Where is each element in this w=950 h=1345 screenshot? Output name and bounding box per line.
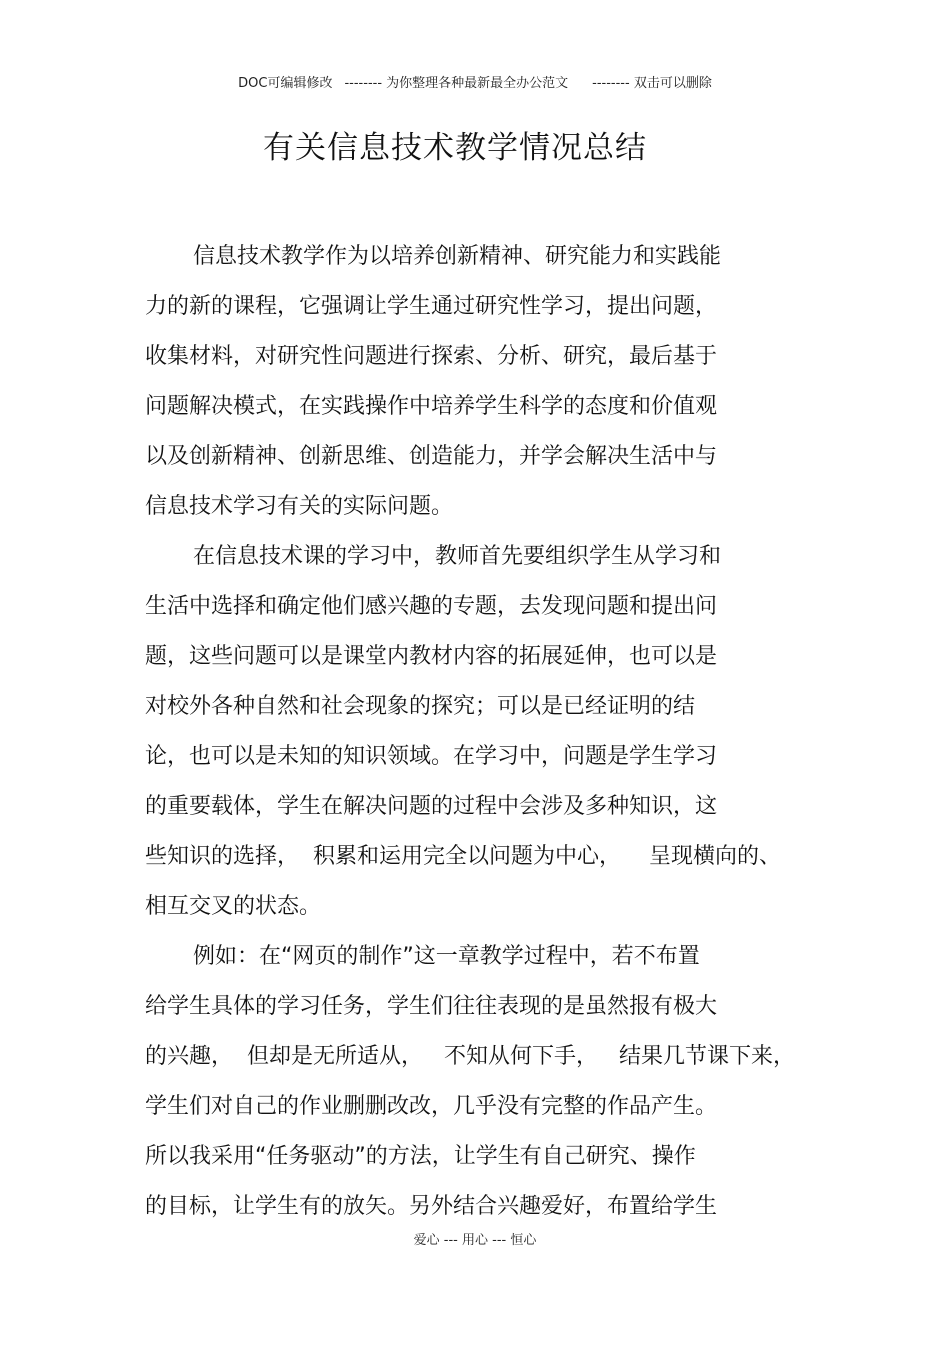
text-line: 对校外各种自然和社会现象的探究；可以是已经证明的结 (145, 694, 696, 719)
text-line: 例如：在“网页的制作”这一章教学过程中，若不布置 (193, 944, 700, 969)
text-line: 题，这些问题可以是课堂内教材内容的拓展延伸，也可以是 (145, 644, 718, 669)
text-line: 给学生具体的学习任务，学生们往往表现的是虽然报有极大 (145, 994, 718, 1019)
text-line: 所以我采用“任务驱动”的方法，让学生有自己研究、操作 (145, 1144, 696, 1169)
text-line: 收集材料，对研究性问题进行探索、分析、研究，最后基于 (145, 344, 718, 369)
text-line: 信息技术教学作为以培养创新精神、研究能力和实践能 (193, 244, 722, 269)
text-line: 以及创新精神、创新思维、创造能力，并学会解决生活中与 (145, 444, 718, 469)
text-line: 论，也可以是未知的知识领域。在学习中，问题是学生学习 (145, 744, 718, 769)
text-line: 生活中选择和确定他们感兴趣的专题，去发现问题和提出问 (145, 594, 718, 619)
text-line: 学生们对自己的作业删删改改，几乎没有完整的作品产生。 (145, 1094, 718, 1119)
text-line: 问题解决模式，在实践操作中培养学生科学的态度和价值观 (145, 394, 718, 419)
page-header (0, 72, 950, 91)
header-middle-text: -------- 为你整理各种最新最全办公范文 (344, 76, 569, 91)
text-line: 相互交叉的状态。 (145, 894, 322, 919)
document-title: 有关信息技术教学情况总结 (263, 130, 647, 166)
header-left-text: DOC可编辑修改 (238, 76, 333, 91)
document-body (145, 238, 795, 1238)
text-line: 在信息技术课的学习中，教师首先要组织学生从学习和 (193, 544, 722, 569)
text-line: 些知识的选择， 积累和运用完全以问题为中心， 呈现横向的、 (145, 844, 781, 869)
text-line: 的兴趣， 但却是无所适从， 不知从何下手， 结果几节课下来， (145, 1044, 795, 1069)
text-line: 的目标，让学生有的放矢。另外结合兴趣爱好，布置给学生 (145, 1194, 718, 1219)
text-line: 信息技术学习有关的实际问题。 (145, 494, 454, 519)
text-line: 的重要载体，学生在解决问题的过程中会涉及多种知识，这 (145, 794, 718, 819)
header-right-text: -------- 双击可以删除 (592, 76, 712, 91)
text-line: 力的新的课程，它强调让学生通过研究性学习，提出问题， (145, 294, 718, 319)
page-footer: 爱心 --- 用心 --- 恒心 (413, 1233, 537, 1248)
